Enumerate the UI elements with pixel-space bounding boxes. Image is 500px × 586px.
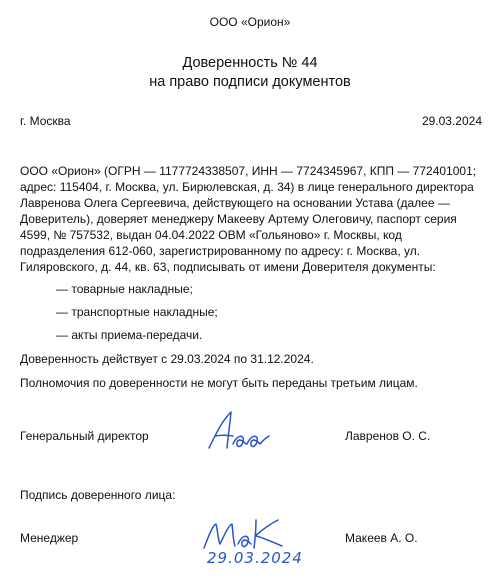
director-name: Лавренов О. С. xyxy=(345,429,431,443)
trustee-signature-heading: Подпись доверенного лица: xyxy=(20,488,176,502)
main-paragraph: ООО «Орион» (ОГРН — 1177724338507, ИНН — 7724345967, КПП — 772401001; адрес: 115404, г. Москва, ул. Бирюлевская, д. 34) в лице генерального директора Лавренова Олега Сергеевича, действующего на основании Устава (далее — Доверитель), доверяет менеджеру Макееву Артему Олеговичу, паспорт серия 4599, № 757532, выдан 04.04.2022 ОВМ «Гольяново» г. Москвы, код подразделения 612-060, зарегистрированному по адресу: г. Москва, ул. Гиляровского, д. 44, кв. 63, подписывать от имени Доверителя документы: xyxy=(20,164,477,274)
manager-position: Менеджер xyxy=(20,531,79,545)
manager-signature xyxy=(200,514,290,554)
place-of-issue: г. Москва xyxy=(20,114,71,128)
list-item: — товарные накладные; xyxy=(56,282,193,296)
title-line-1: Доверенность № 44 xyxy=(182,55,318,71)
organization-header: ООО «Орион» xyxy=(209,15,291,29)
title-line-2: на право подписи документов xyxy=(149,74,351,90)
issue-date: 29.03.2024 xyxy=(421,114,482,128)
manager-name: Макеев А. О. xyxy=(345,531,418,545)
document-list xyxy=(20,282,485,343)
document-title xyxy=(0,54,500,92)
restriction-paragraph: Полномочия по доверенности не могут быть переданы третьим лицам. xyxy=(20,376,418,390)
list-item: — акты приема-передачи. xyxy=(56,328,203,342)
handwritten-date: 29.03.2024 xyxy=(207,549,303,567)
validity-paragraph: Доверенность действует с 29.03.2024 по 31.12.2024. xyxy=(20,352,314,366)
director-position: Генеральный директор xyxy=(20,429,149,443)
director-signature xyxy=(203,408,275,454)
list-item: — транспортные накладные; xyxy=(56,305,218,319)
document-body xyxy=(20,163,485,391)
